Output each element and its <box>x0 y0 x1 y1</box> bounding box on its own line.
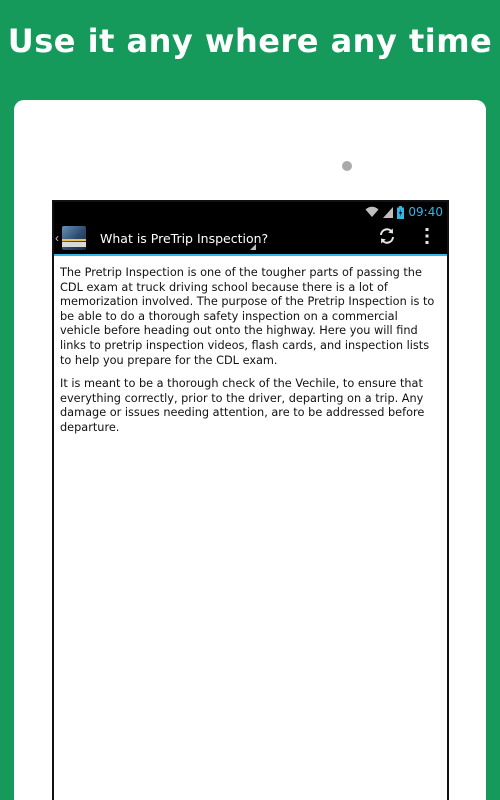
app-logo-icon[interactable] <box>62 226 86 250</box>
article-paragraph: It is meant to be a thorough check of the Vechile, to ensure that everything correctly, prior to the driver, departing on a trip. Any damage or issues needing attention, are to be addressed before departure. <box>60 377 425 434</box>
refresh-icon <box>378 227 396 250</box>
device-screen <box>52 200 449 800</box>
wifi-icon <box>365 206 379 218</box>
article-paragraph: The Pretrip Inspection is one of the tougher parts of passing the CDL exam at truck driving school because there is a lot of memorization involved. The purpose of the Pretrip Inspection is to be able to do a thorough safety inspection on a commercial vehicle before heading out onto the highway. Here you will find links to pretrip inspection videos, flash cards, and inspection lists to help you prepare for the CDL exam. <box>60 266 435 367</box>
back-caret-icon[interactable]: ‹ <box>55 231 59 245</box>
action-bar <box>54 222 447 256</box>
overflow-menu-icon <box>424 227 430 250</box>
page-title: What is PreTrip Inspection? <box>100 230 269 246</box>
battery-icon <box>397 206 404 219</box>
refresh-button[interactable] <box>367 222 407 254</box>
dropdown-indicator-icon <box>250 244 256 250</box>
promo-headline: Use it any where any time <box>7 22 493 60</box>
title-spinner[interactable] <box>100 222 367 254</box>
status-time: 09:40 <box>408 205 443 219</box>
article-content <box>54 256 447 436</box>
overflow-menu-button[interactable] <box>407 222 447 254</box>
signal-icon <box>383 206 393 218</box>
camera-dot <box>342 161 352 171</box>
status-bar <box>54 202 447 222</box>
